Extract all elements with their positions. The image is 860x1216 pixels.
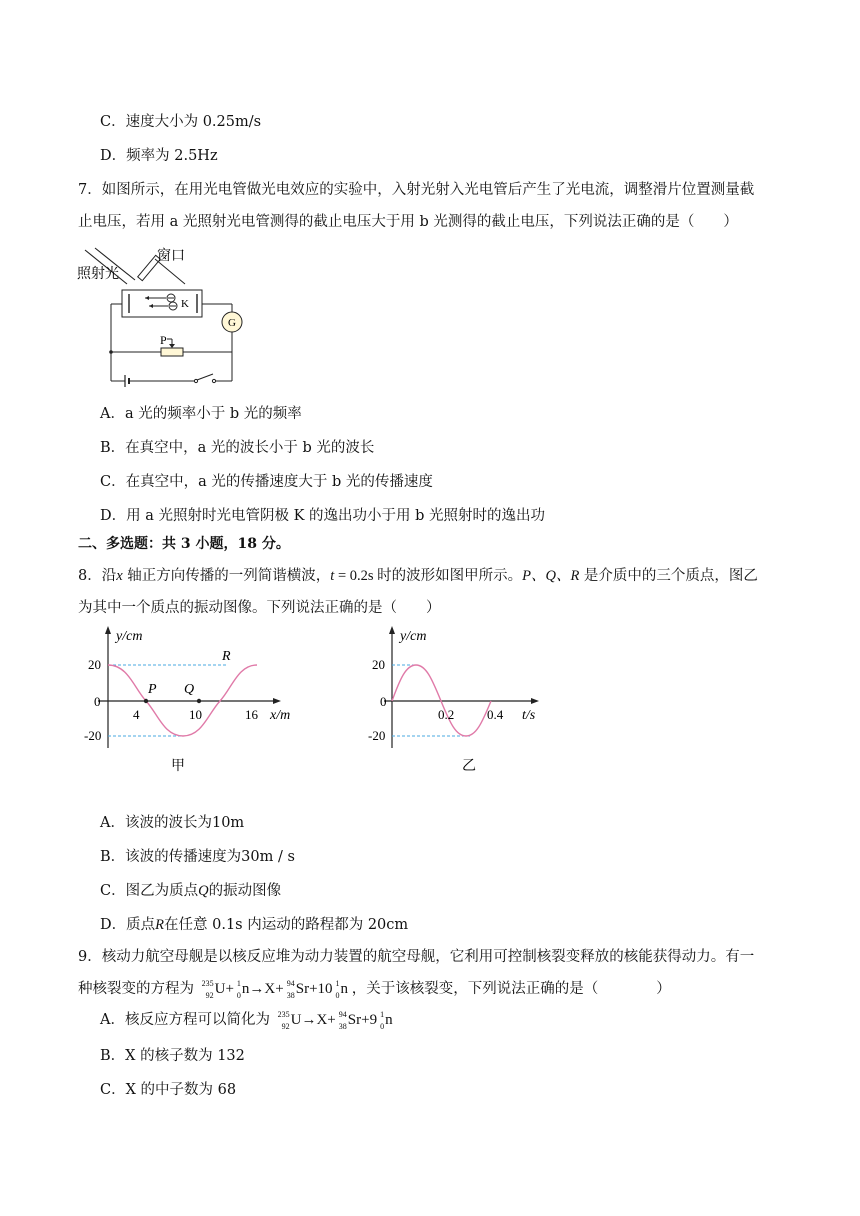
q8-option-c: [100, 881, 281, 901]
caption-jia: 甲: [171, 759, 185, 774]
q9-equation: 235 92 U+ 1 0 n→X+ 94 38 Sr+10 1 0 n: [201, 978, 349, 1000]
q7-stem-line1: 7．如图所示，在用光电管做光电效应的实验中，入射光射入光电管后产生了光电流，调整滑片位置测量截: [78, 182, 755, 198]
tick-y-20: 20: [372, 657, 385, 672]
y-axis-label: y/cm: [400, 629, 427, 644]
q8-option-d-r: R: [155, 917, 164, 933]
point-q: [197, 699, 201, 703]
light-label: 照射光: [77, 267, 119, 282]
q8-vibration-graph: [366, 624, 556, 774]
tick-y-neg20: -20: [368, 728, 386, 743]
tick-y-20: 20: [88, 657, 101, 672]
label-q: Q: [184, 682, 195, 697]
q8-stem-x: x: [116, 568, 123, 584]
label-r: R: [222, 649, 231, 664]
x-axis-label: x/m: [270, 708, 291, 723]
q8-option-b: B．该波的传播速度为30m / s: [100, 849, 295, 865]
q8-wave-graph: [84, 624, 318, 774]
tick-x-10: 10: [189, 707, 202, 722]
q9-stem-line2-b: ，关于该核裂变，下列说法正确的是（ ）: [351, 981, 671, 997]
q8-option-c-pre: C．图乙为质点: [100, 883, 199, 899]
q8-stem-line2: 为其中一个质点的振动图像。下列说法正确的是（ ）: [78, 600, 441, 616]
q9-option-c: C．X 的中子数为 68: [100, 1082, 237, 1098]
q8-option-c-post: 的振动图像: [208, 883, 282, 899]
q8-stem-part-c: = 0.2s 时的波形如图甲所示。: [334, 568, 523, 584]
q8-option-d: [100, 915, 408, 935]
q8-option-c-q: Q: [198, 883, 209, 899]
q7-option-b: B．在真空中，a 光的波长小于 b 光的波长: [100, 440, 375, 456]
q7-option-a: A．a 光的频率小于 b 光的频率: [100, 406, 302, 422]
q9-stem-line1: 9．核动力航空母舰是以核反应堆为动力装置的航空母舰，它利用可控制核裂变释放的核能获得动力。有一: [78, 949, 755, 965]
tick-y-neg20: -20: [84, 728, 102, 743]
label-p: P: [148, 682, 157, 697]
q8-stem-line1: [78, 566, 758, 586]
y-axis-label: y/cm: [116, 629, 143, 644]
tick-y-0: 0: [380, 694, 387, 709]
g-label: G: [228, 317, 236, 329]
section-heading: 二、多选题：共 3 小题，18 分。: [78, 536, 290, 552]
caption-yi: 乙: [462, 759, 476, 774]
window-label: 窗口: [157, 249, 185, 264]
q9-option-b: B．X 的核子数为 132: [100, 1048, 245, 1064]
tick-x-4: 4: [133, 707, 140, 722]
q9-option-a-equation: 235 92 U→X+ 94 38 Sr+9 1 0 n: [277, 1009, 393, 1031]
q9-stem-line2: [78, 979, 671, 1000]
tick-x-16: 16: [245, 707, 258, 722]
point-p: [144, 699, 148, 703]
p-label: P: [160, 333, 167, 347]
q8-stem-part-d: 是介质中的三个质点，图乙: [579, 568, 758, 584]
t-axis-label: t/s: [522, 708, 536, 723]
q7-option-d: D．用 a 光照射时光电管阴极 K 的逸出功小于用 b 光照射时的逸出功: [100, 508, 546, 524]
q8-option-d-pre: D．质点: [100, 917, 156, 933]
tick-t-04: 0.4: [487, 707, 504, 722]
k-label: K: [181, 298, 189, 310]
q7-circuit-figure: [75, 244, 255, 386]
q8-option-a: A．该波的波长为10m: [100, 815, 245, 831]
q8-stem-t: t: [330, 568, 335, 584]
tick-t-02: 0.2: [438, 707, 455, 722]
q8-stem-part-b: 轴正方向传播的一列简谐横波，: [122, 568, 331, 584]
q8-stem-pqr: P、Q、R: [522, 568, 580, 584]
q6-option-c: C．速度大小为 0.25m/s: [100, 114, 262, 130]
q8-stem-part-a: 8．沿: [78, 568, 117, 584]
q9-option-a: [100, 1010, 393, 1031]
q9-stem-line2-a: 种核裂变的方程为: [78, 981, 194, 997]
rheostat: [161, 348, 183, 356]
q7-option-c: C．在真空中，a 光的传播速度大于 b 光的传播速度: [100, 474, 433, 490]
q7-stem-line2: 止电压，若用 a 光照射光电管测得的截止电压大于用 b 光测得的截止电压，下列说法正确的是（ ）: [78, 214, 738, 230]
tube-box: [122, 290, 202, 317]
tick-y-0: 0: [94, 694, 101, 709]
q9-option-a-pre: A．核反应方程可以简化为: [100, 1012, 270, 1028]
q6-option-d: D．频率为 2.5Hz: [100, 148, 218, 164]
q8-option-d-post: 在任意 0.1s 内运动的路程都为 20cm: [164, 917, 409, 933]
